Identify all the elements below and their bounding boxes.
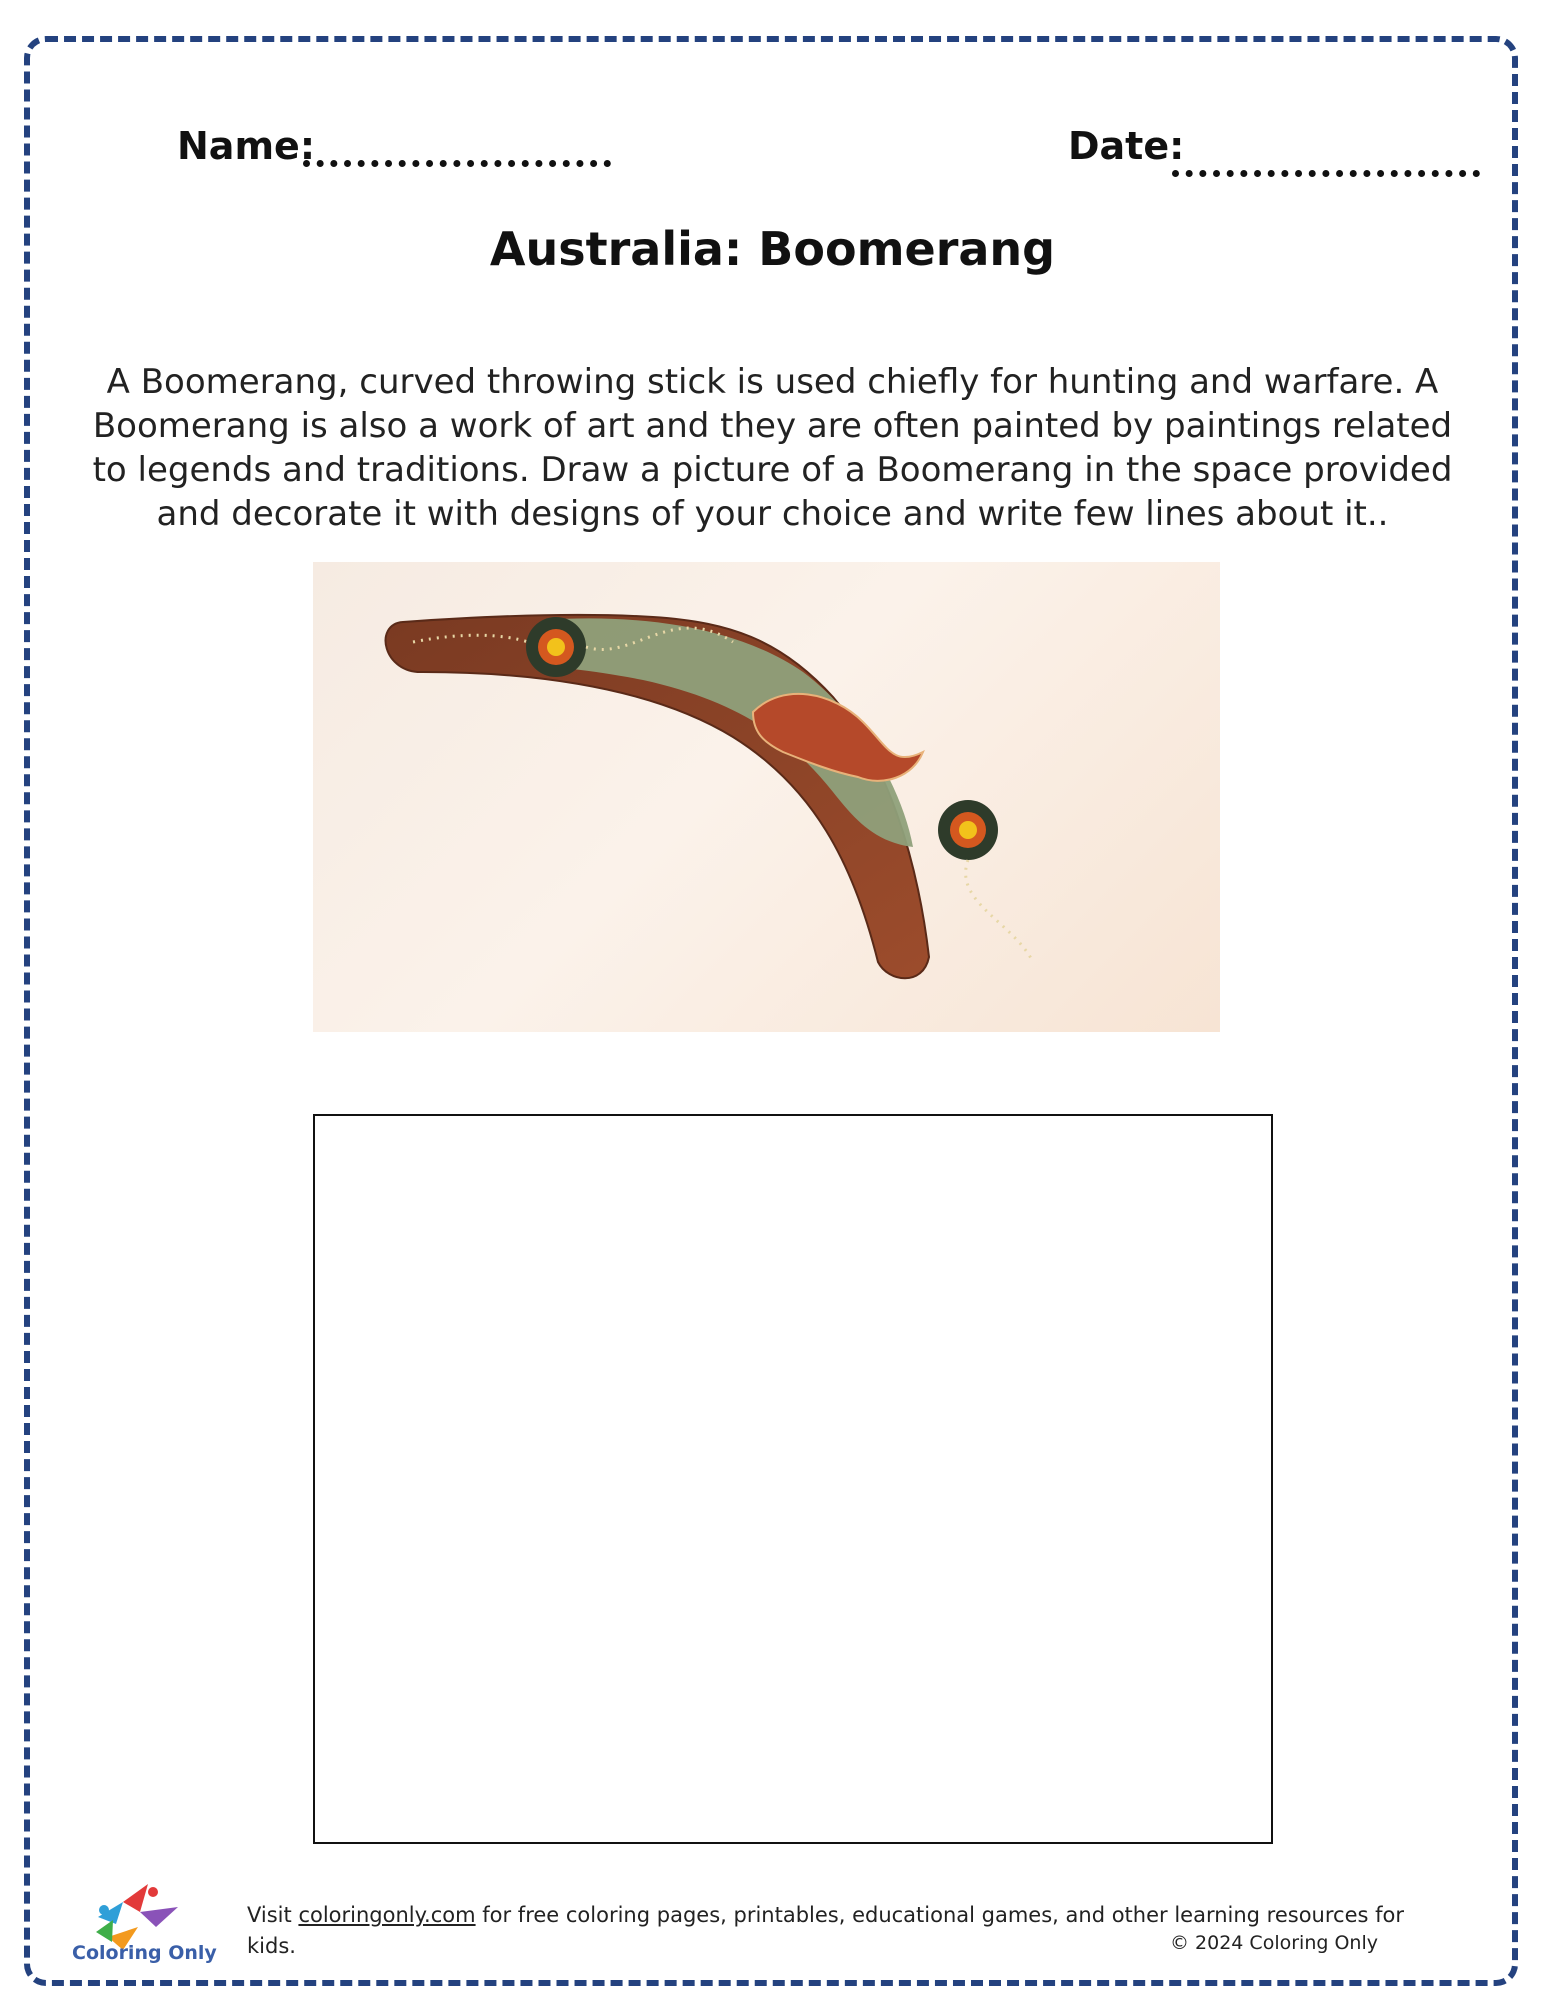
date-label: Date:	[1068, 124, 1185, 168]
footer-visit-prefix: Visit	[247, 1903, 299, 1927]
logo-text: Coloring Only	[72, 1942, 217, 1964]
name-field-line[interactable]	[303, 160, 611, 167]
website-link[interactable]: coloringonly.com	[298, 1903, 476, 1927]
footer-visit-suffix: for free coloring pages, printables, educational games, and other learning resources for kids.	[247, 1903, 1404, 1958]
instructions-text: A Boomerang, curved throwing stick is used chiefly for hunting and warfare. A Boomerang is also a work of art and they are often painted by paintings related to legends and traditions. Draw a picture of a Boomerang in the space provided and decorate it with designs of your choice and write few lines about it..	[92, 362, 1453, 534]
copyright: © 2024 Coloring Only	[1170, 1932, 1378, 1954]
boomerang-photo	[313, 562, 1220, 1032]
drawing-area[interactable]	[313, 1114, 1273, 1844]
date-field-line[interactable]	[1172, 170, 1480, 177]
name-label: Name:	[177, 124, 316, 168]
worksheet-title: Australia: Boomerang	[489, 222, 1056, 276]
